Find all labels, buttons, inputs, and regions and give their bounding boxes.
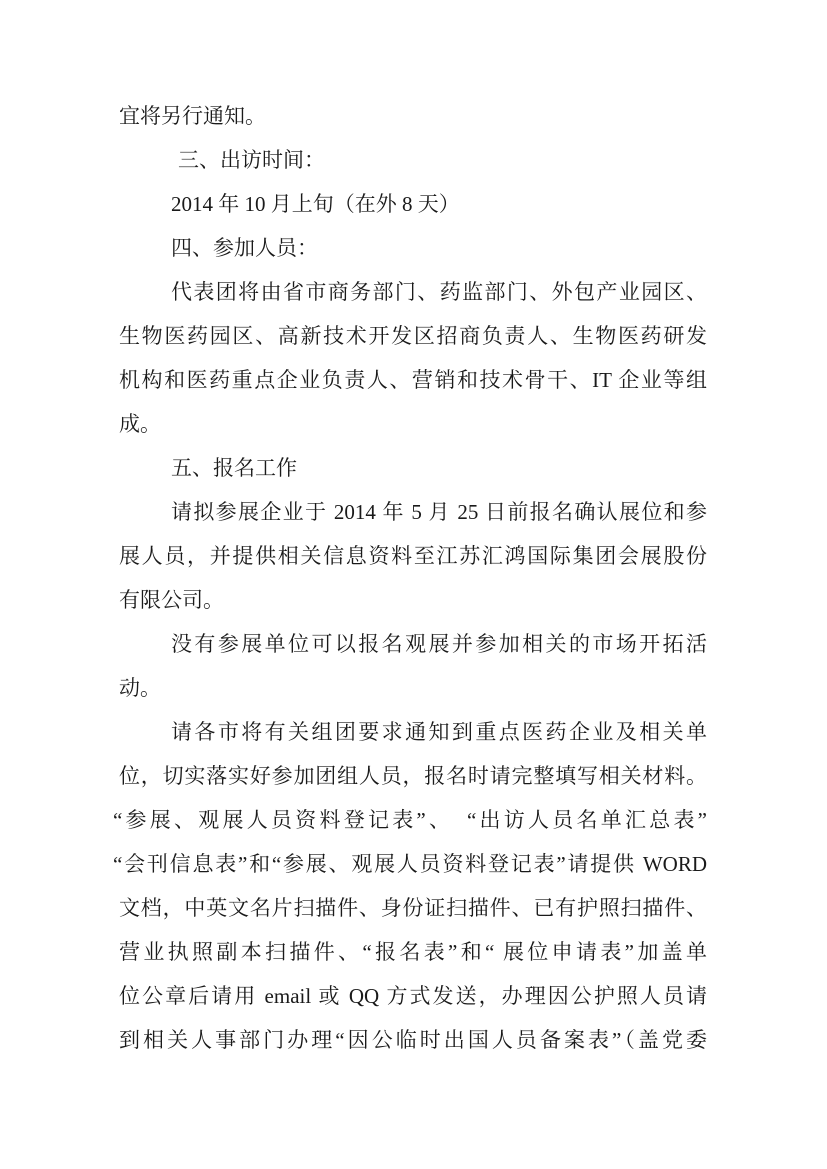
- document-line: “会刊信息表”和“参展、观展人员资料登记表”请提供 WORD: [113, 852, 707, 876]
- document-line: 位，切实落实好参加团组人员，报名时请完整填写相关材料。: [119, 764, 707, 788]
- document-line: 没有参展单位可以报名观展并参加相关的市场开拓活: [171, 632, 707, 656]
- document-line: 到相关人事部门办理“因公临时出国人员备案表”（盖党委: [119, 1028, 707, 1052]
- document-line: 文档，中英文名片扫描件、身份证扫描件、已有护照扫描件、: [119, 896, 707, 920]
- document-line: 位公章后请用 email 或 QQ 方式发送，办理因公护照人员请: [119, 984, 707, 1008]
- document-line: 五、报名工作: [171, 456, 297, 480]
- document-line: 四、参加人员：: [171, 236, 318, 260]
- document-body: [113, 94, 707, 1062]
- document-line: 成。: [119, 412, 161, 436]
- document-line: 营业执照副本扫描件、“报名表”和“ 展位申请表”加盖单: [119, 940, 707, 964]
- document-line: 生物医药园区、高新技术开发区招商负责人、生物医药研发: [119, 324, 707, 348]
- document-line: 代表团将由省市商务部门、药监部门、外包产业园区、: [171, 280, 707, 304]
- document-line: 宜将另行通知。: [119, 104, 266, 128]
- document-line: “参展、观展人员资料登记表”、 “出访人员名单汇总表”: [113, 808, 707, 832]
- document-line: 展人员，并提供相关信息资料至江苏汇鸿国际集团会展股份: [119, 544, 707, 568]
- document-line: 请各市将有关组团要求通知到重点医药企业及相关单: [171, 720, 707, 744]
- document-line: 机构和医药重点企业负责人、营销和技术骨干、IT 企业等组: [119, 368, 707, 392]
- document-line: 三、出访时间：: [178, 148, 325, 172]
- document-line: 2014 年 10 月上旬（在外 8 天）: [171, 192, 460, 216]
- document-line: 动。: [119, 676, 161, 700]
- document-line: 请拟参展企业于 2014 年 5 月 25 日前报名确认展位和参: [171, 500, 707, 524]
- document-line: 有限公司。: [119, 588, 224, 612]
